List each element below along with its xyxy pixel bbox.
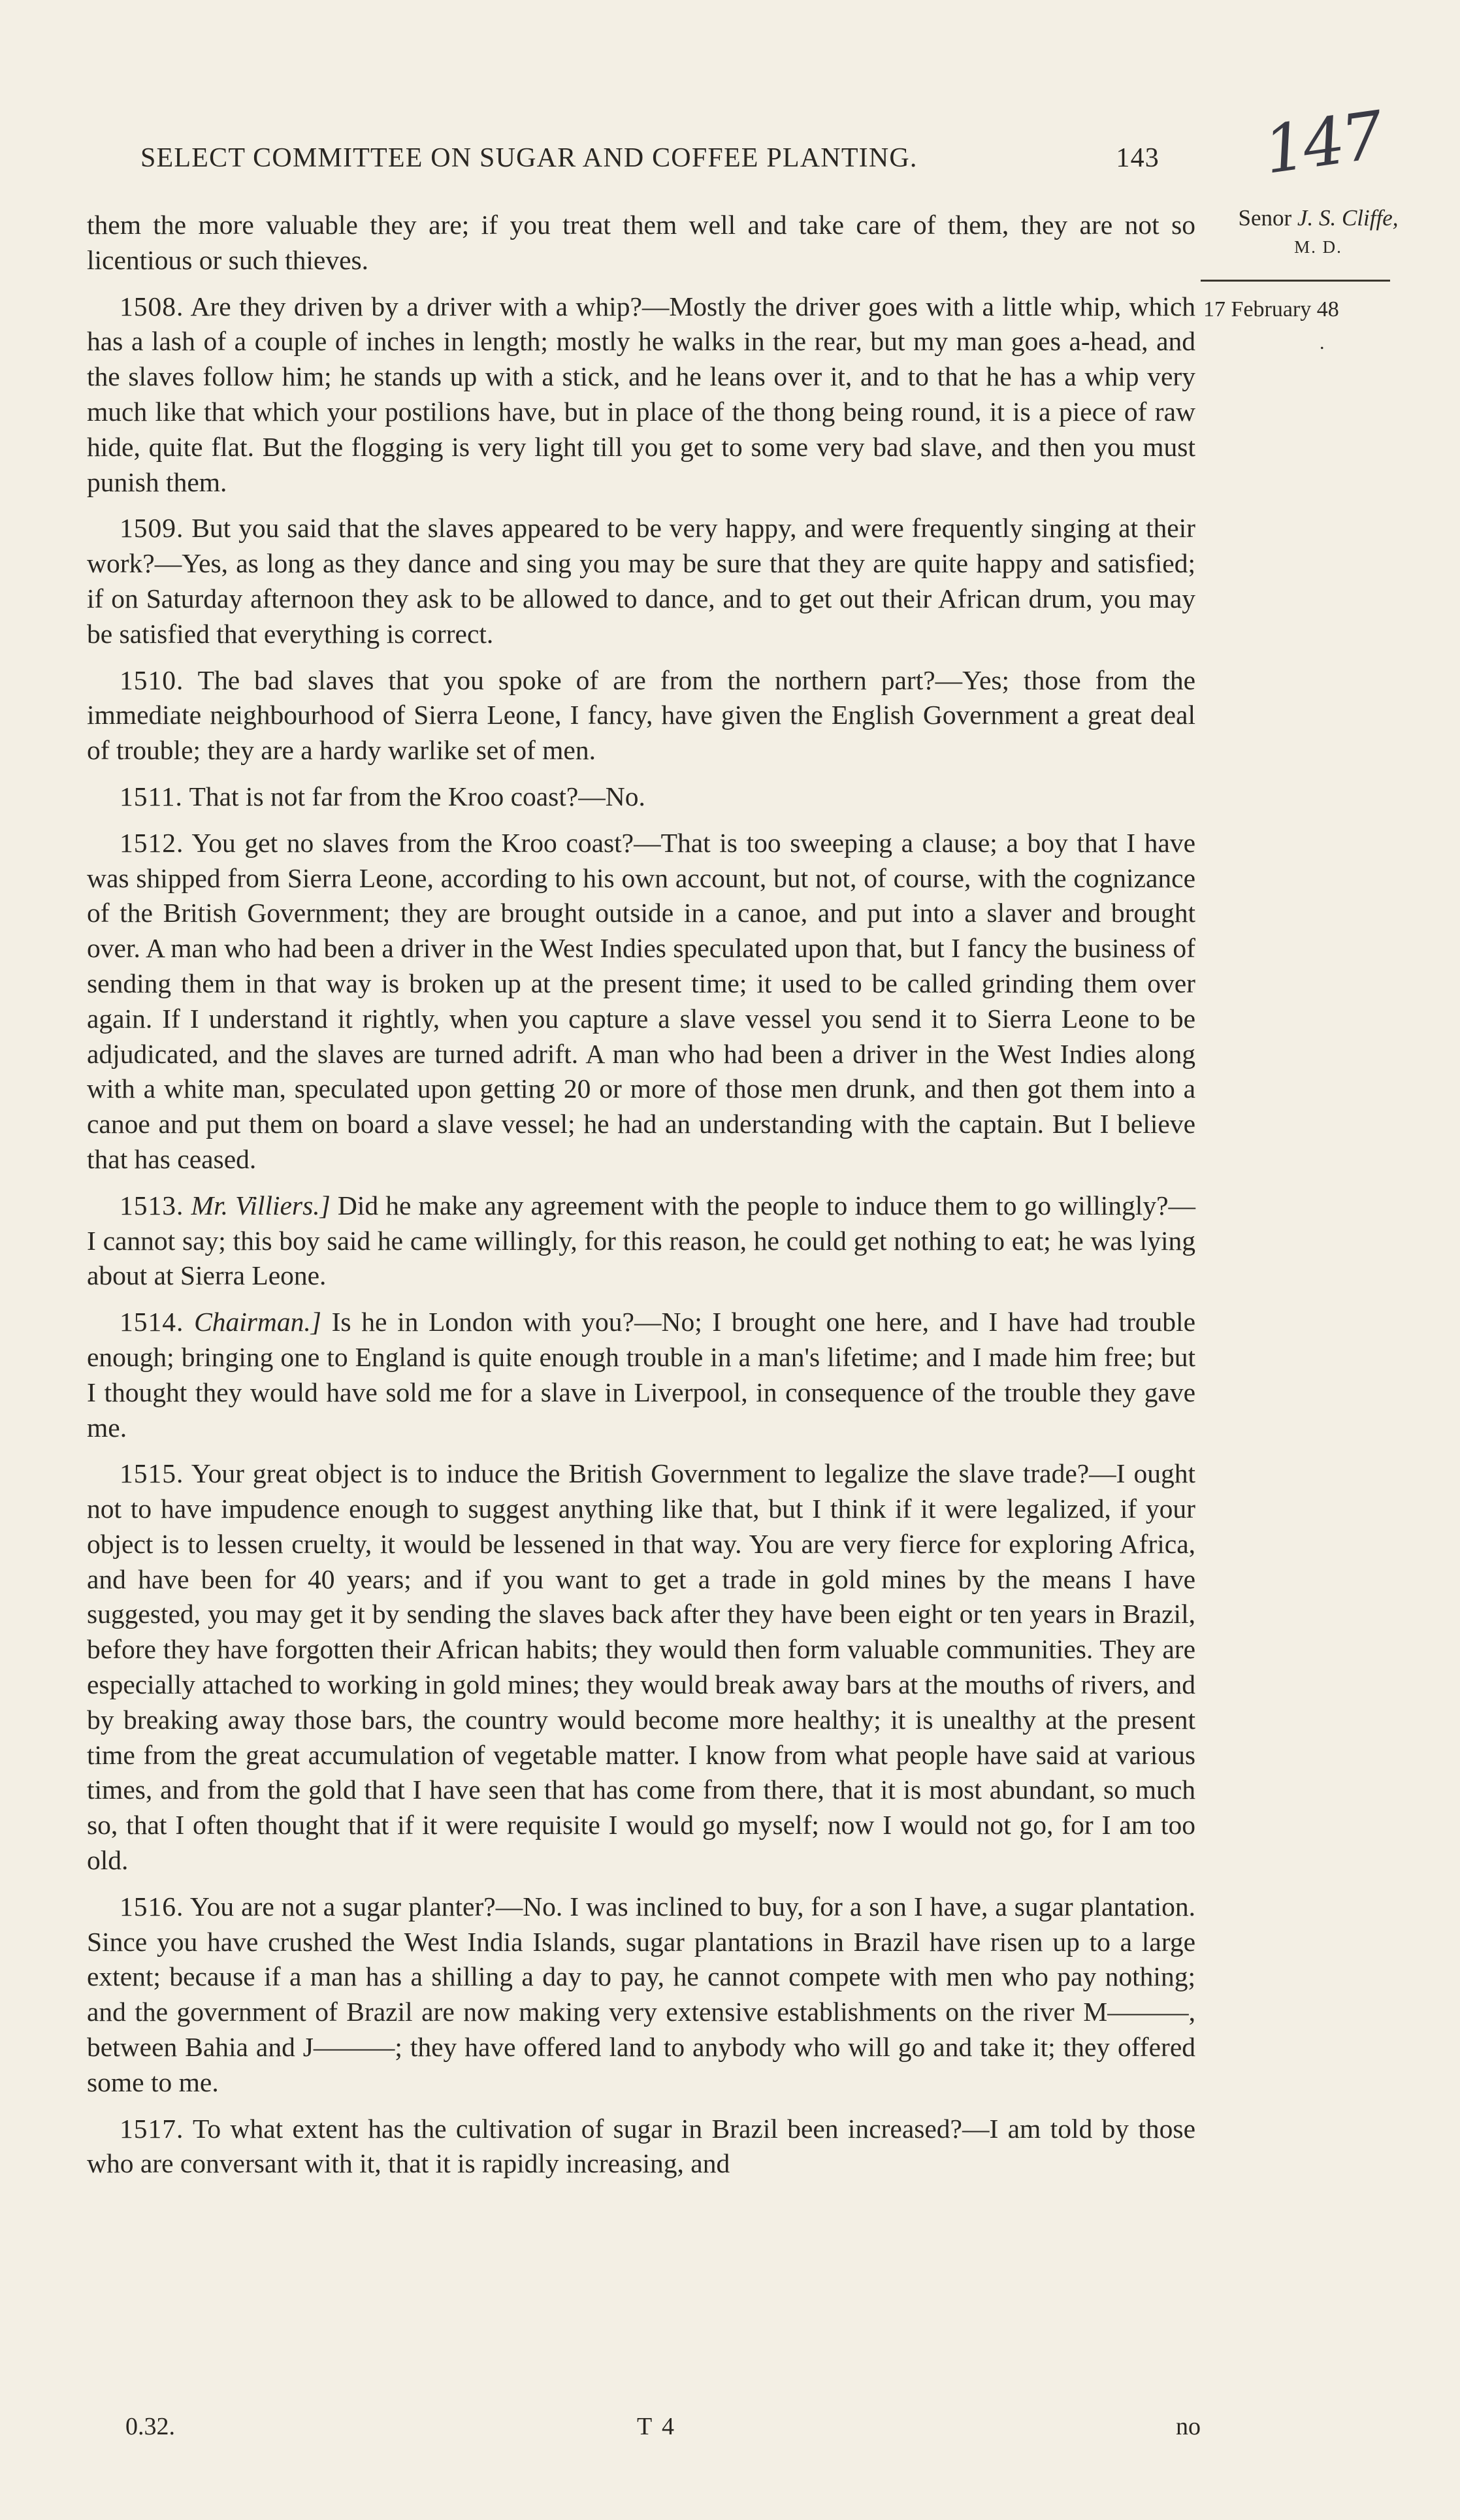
- paragraph-text: Did he make any agreement with the people to induce them to go willingly?—I cannot say; this boy said he came willingly, for this reason, he could get nothing to eat; he was lying about at Sierra Leone.: [87, 1190, 1195, 1291]
- testimony-paragraph: [87, 208, 1195, 278]
- margin-divider: [1201, 280, 1390, 282]
- margin-mark: .: [1320, 332, 1325, 353]
- speaker-label: Mr. Villiers.]: [191, 1190, 331, 1220]
- paragraph-text: Are they driven by a driver with a whip?—Mostly the driver goes with a little whip, which has a lash of a couple of inches in length; mostly he walks in the rear, but my man goes a-head, and the slaves follow him; he stands up with a stick, and he leans over it, and to that he has a whip very much like that which your postilions have, but in place of the thong being round, it is a piece of raw hide, quite flat. But the flogging is very light till you get to some very bad slave, and then you must punish them.: [87, 291, 1196, 497]
- footer-reference: 0.32.: [125, 2413, 175, 2440]
- witness-name: [1201, 204, 1436, 261]
- running-head: [140, 142, 1160, 174]
- testimony-text: [87, 208, 1195, 2182]
- paragraph-text: The bad slaves that you spoke of are from the northern part?—Yes; those from the immediate neighbourhood of Sierra Leone, I fancy, have given the English Government a great deal of trouble; they are a hardy warlike set of men.: [87, 664, 1195, 766]
- testimony-paragraph: [87, 1305, 1195, 1445]
- testimony-paragraph: [87, 511, 1195, 651]
- paragraph-text: But you said that the slaves appeared to be very happy, and were frequently singing at their work?—Yes, as long as they dance and sing you may be sure that they are quite happy and satisfied; if on Saturday afternoon they ask to be allowed to dance, and to get out their African drum, you may be satisfied that everything is correct.: [87, 513, 1195, 649]
- question-number: 1508.: [120, 291, 184, 321]
- testimony-paragraph: [87, 663, 1195, 768]
- paragraph-text: You get no slaves from the Kroo coast?—That is too sweeping a clause; a boy that I have was shipped from Sierra Leone, according to his own account, but not, of course, with the cognizance of the British Government; they are brought outside in a canoe, and put into a slaver and brought over. A man who had been a driver in the West Indies speculated upon that, but I fancy the business of sending them in that way is broken up at the present time; it used to be called grinding them over again. If I understand it rightly, when you capture a slave vessel you send it to Sierra Leone to be adjudicated, and the slaves are turned adrift. A man who had been a driver in the West Indies along with a white man, speculated upon getting 20 or more of those men drunk, and then got them into a canoe and put them on board a slave vessel; he had an understanding with the captain. But I believe that has ceased.: [87, 827, 1196, 1174]
- witness-title: Senor: [1238, 205, 1297, 231]
- testimony-paragraph: [87, 1456, 1195, 1878]
- paragraph-text: That is not far from the Kroo coast?—No.: [189, 781, 645, 811]
- question-number: 1516.: [120, 1891, 184, 1922]
- paragraph-text: To what extent has the cultivation of sugar in Brazil been increased?—I am told by those who are conversant with it, that it is rapidly increasing, and: [87, 2113, 1195, 2179]
- margin-date: 17 February 48: [1203, 297, 1339, 321]
- testimony-paragraph: [87, 2112, 1195, 2182]
- running-head-title: SELECT COMMITTEE ON SUGAR AND COFFEE PLANTING.: [140, 143, 918, 173]
- catchword: no: [1176, 2413, 1201, 2440]
- paragraph-text: Your great object is to induce the British Government to legalize the slave trade?—I ought not to have impudence enough to suggest anything like that, but I think if it were legalized, if your object is to lessen cruelty, it would be lessened in that way. You are very fierce for exploring Africa, and have been for 40 years; and if you want to get a trade in gold mines by the means I have suggested, you may get it by sending the slaves back after they have been eight or ten years in Brazil, before they have forgotten their African habits; they would then form valuable communities. They are especially attached to working in gold mines; they would break away bars at the mouths of rivers, and by breaking away those bars, the country would become more healthy; it is unealthy at the present time from the great accumulation of vegetable matter. I know from what people have said at various times, and from the gold that I have seen that has come from there, that it is most abundant, so much so, that I often thought that if it were requisite I would go myself; now I would not go, for I am too old.: [87, 1458, 1195, 1876]
- testimony-paragraph: [87, 289, 1195, 500]
- witness-degree: M. D.: [1294, 237, 1342, 257]
- paragraph-text: You are not a sugar planter?—No. I was inclined to buy, for a son I have, a sugar plantation. Since you have crushed the West India Islands, sugar plantations in Brazil have risen up to a large extent; because if a man has a shilling a day to pay, he cannot compete with men who pay nothing; and the government of Brazil are now making very extensive establishments on the river M———, between Bahia and J———; they have offered land to anybody who will go and take it; they offered some to me.: [87, 1891, 1195, 2097]
- question-number: 1517.: [120, 2113, 184, 2144]
- question-number: 1511.: [120, 781, 183, 811]
- testimony-paragraph: [87, 1890, 1195, 2101]
- testimony-paragraph: [87, 1188, 1195, 1294]
- testimony-paragraph: [87, 779, 1195, 815]
- paragraph-text: Is he in London with you?—No; I brought one here, and I have had trouble enough; bringing one to England is quite enough trouble in a man's lifetime; and I made him free; but I thought they would have sold me for a slave in Liverpool, in consequence of the trouble they gave me.: [87, 1307, 1196, 1443]
- signature-mark: T 4: [637, 2413, 677, 2440]
- witness-surname: J. S. Cliffe,: [1297, 205, 1399, 231]
- testimony-paragraph: [87, 826, 1195, 1177]
- question-number: 1510.: [120, 664, 184, 695]
- speaker-label: Chairman.]: [194, 1307, 321, 1337]
- paragraph-text: them the more valuable they are; if you treat them well and take care of them, they are not so licentious or such thieves.: [87, 210, 1195, 275]
- page-number: 143: [1116, 143, 1160, 173]
- witness-name-text: [1239, 205, 1399, 231]
- handwritten-folio: 147: [1259, 97, 1386, 189]
- question-number: 1513.: [120, 1190, 184, 1220]
- question-number: 1515.: [120, 1458, 184, 1489]
- question-number: 1512.: [120, 827, 184, 858]
- question-number: 1509.: [120, 513, 184, 544]
- question-number: 1514.: [120, 1307, 184, 1337]
